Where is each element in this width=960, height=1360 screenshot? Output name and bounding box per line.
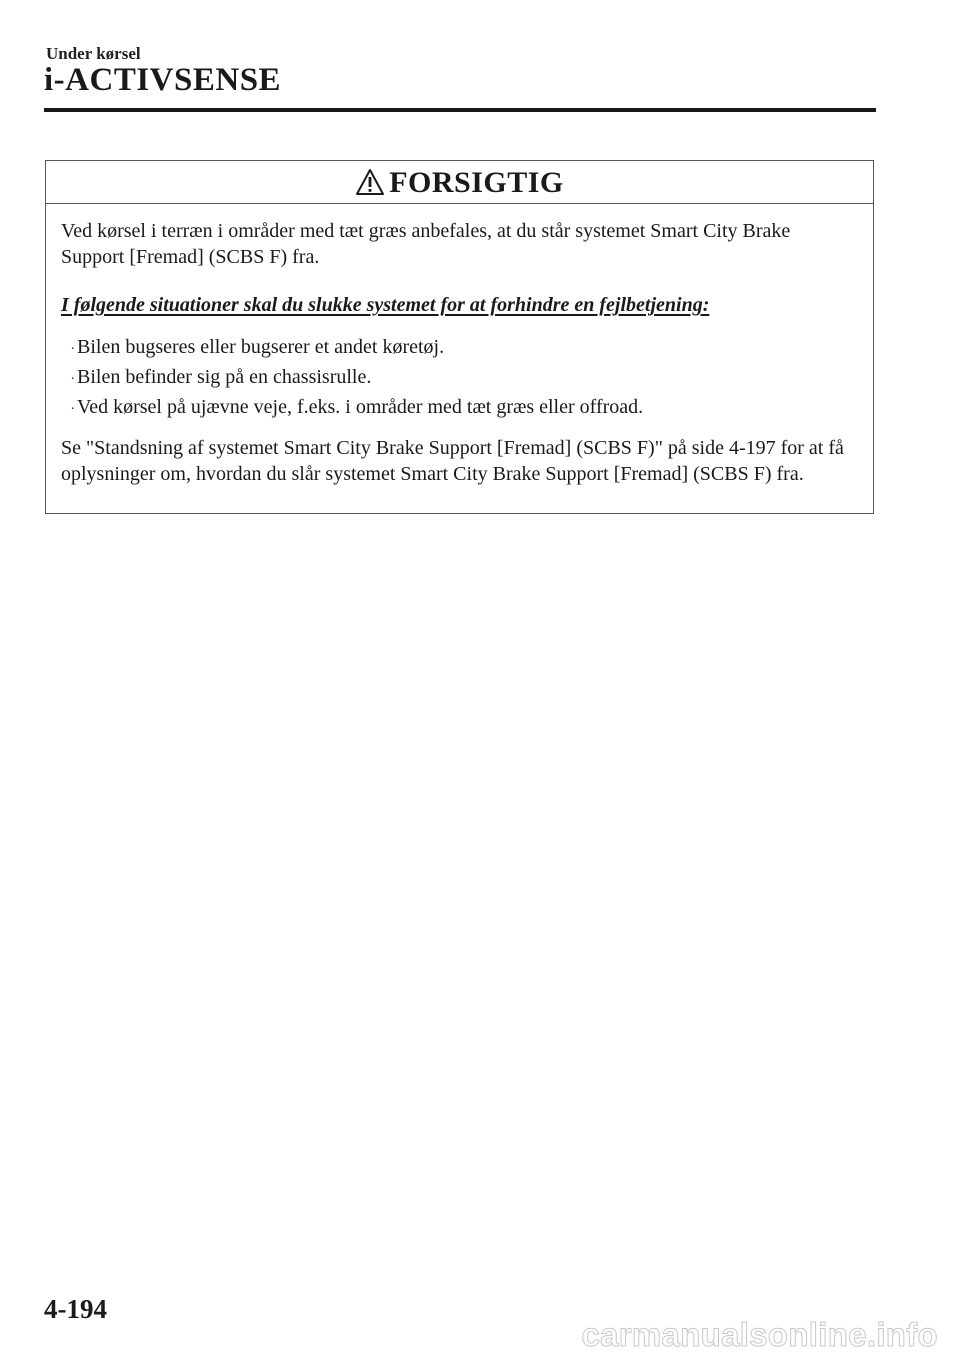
- bullet-text: Bilen befinder sig på en chassisrulle.: [77, 366, 372, 388]
- list-item: [61, 394, 857, 423]
- bullet-text: Ved kørsel på ujævne veje, f.eks. i områder med tæt græs eller offroad.: [77, 396, 644, 418]
- caution-box: [45, 160, 874, 514]
- warning-triangle-icon: [355, 168, 385, 196]
- caution-subheading: I følgende situationer skal du slukke systemet for at forhindre en fejlbetjening:: [61, 294, 710, 316]
- caution-header: [46, 161, 873, 204]
- watermark: carmanualsonline.info: [581, 1316, 938, 1353]
- bullet-dot-icon: ·: [70, 342, 75, 357]
- bullet-dot-icon: ·: [70, 372, 75, 387]
- caution-reference: Se "Standsning af systemet Smart City Brake Support [Fremad] (SCBS F)" på side 4-197 for at få oplysninger om, hvordan du slår systemet Smart City Brake Support [Fremad] (SCBS F) fra.: [61, 437, 844, 485]
- caution-title: FORSIGTIG: [389, 166, 564, 199]
- page-number: 4-194: [44, 1294, 107, 1324]
- caution-intro: Ved kørsel i terræn i områder med tæt græs anbefales, at du står systemet Smart City Brake Support [Fremad] (SCBS F) fra.: [61, 220, 791, 268]
- bullet-dot-icon: ·: [70, 402, 75, 417]
- caution-bullet-list: [61, 334, 857, 423]
- chapter-title: i-ACTIVSENSE: [44, 62, 282, 98]
- list-item: [61, 334, 857, 363]
- bullet-text: Bilen bugseres eller bugserer et andet køretøj.: [77, 336, 445, 358]
- caution-body: [46, 204, 873, 487]
- title-rule: [44, 108, 876, 112]
- section-label: Under kørsel: [46, 44, 141, 63]
- list-item: [61, 364, 857, 393]
